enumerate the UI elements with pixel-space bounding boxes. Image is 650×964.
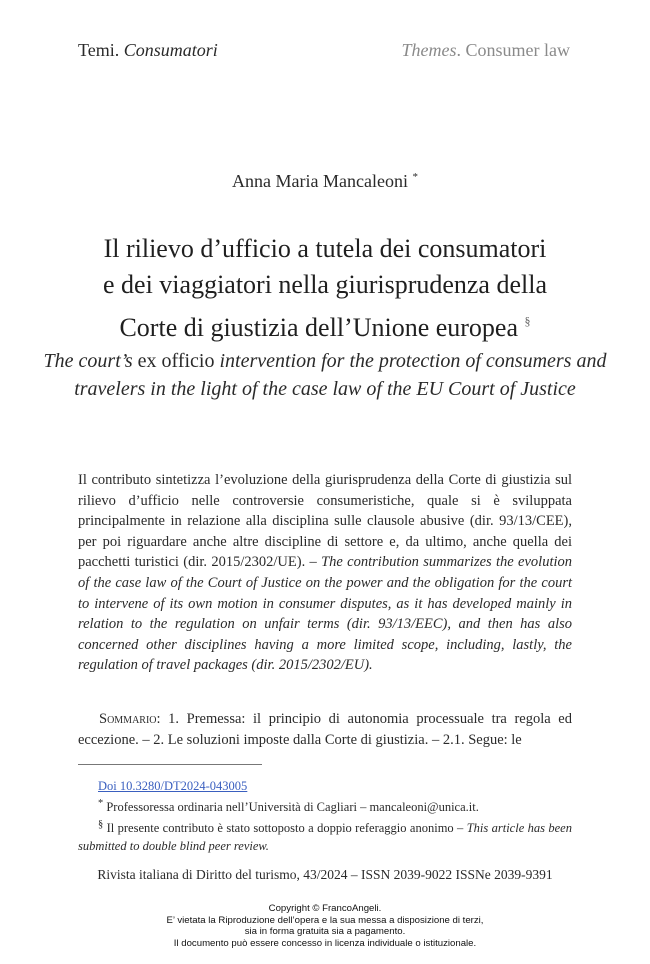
copyright-notice <box>0 903 650 950</box>
summary-text: : 1. Premessa: il principio di autonomia processuale tra regola ed eccezione. – 2. Le soluzioni imposte dalla Corte di giustizia. – 2.1. Segue: le <box>78 711 572 748</box>
author-footnote-mark: * <box>412 171 418 183</box>
article-title <box>40 231 610 346</box>
running-header-right <box>402 40 570 61</box>
journal-citation: Rivista italiana di Diritto del turismo, 43/2024 – ISSN 2039-9022 ISSNe 2039-9391 <box>97 867 553 882</box>
copyright-line-2: E’ vietata la Riproduzione dell’opera e la sua messa a disposizione di terzi, <box>166 914 484 926</box>
table-of-contents <box>78 709 572 751</box>
footnotes <box>78 777 572 855</box>
header-section-topic-en: . Consumer law <box>456 40 570 60</box>
footnote-author-text: Professoressa ordinaria nell’Università di Cagliari – mancaleoni@unica.it. <box>103 800 479 815</box>
copyright-line-4: Il documento può essere concesso in licenza individuale o istituzionale. <box>173 938 477 950</box>
footnote-author-mark: * <box>98 798 104 809</box>
doi-line <box>78 777 572 795</box>
footnote-review-text-en: This article has been submitted to double blind peer review. <box>78 821 572 854</box>
header-section-label: Temi. <box>78 40 124 60</box>
header-section-topic: Consumatori <box>123 40 218 60</box>
article-subtitle-en <box>40 347 610 403</box>
title-line-1: Il rilievo d’ufficio a tutela dei consumatori <box>103 234 547 263</box>
subtitle-part-2: ex officio <box>137 350 215 372</box>
abstract-english: The contribution summarizes the evolution of the case law of the Court of Justice on the power and the obligation for the court to intervene of its own motion in consumer disputes, as it has developed mainly in relation to the regulation on unfair terms (dir. 93/13/EEC), and then has also concerned other disciplines having a more limited scope, including, lastly, the regulation of travel packages (dir. 2015/2302/EU). <box>78 554 573 674</box>
footnote-review <box>78 816 572 855</box>
author-name: Anna Maria Mancaleoni <box>232 171 408 191</box>
footnote-review-text: Il presente contributo è stato sottoposto a doppio referaggio anonimo – <box>103 821 467 836</box>
title-footnote-mark: § <box>524 314 531 328</box>
summary-label: Sommario <box>99 711 157 727</box>
title-line-3-text: Corte di giustizia dell’Unione europea <box>119 313 519 342</box>
footnote-separator <box>78 764 262 765</box>
running-header-left <box>78 40 218 61</box>
copyright-line-1: Copyright © FrancoAngeli. <box>268 903 382 914</box>
subtitle-part-3: intervention for the protection of consumers and travelers in the light of the case law of the EU Court of Justice <box>74 350 607 400</box>
subtitle-part-1: The court’s <box>43 350 138 372</box>
abstract-italian: Il contributo sintetizza l’evoluzione della giurisprudenza della Corte di giustizia sul rilievo d’ufficio nelle controversie consumeristiche, quale si è sviluppata principalmente in relazione alla disciplina sulle clausole abusive (dir. 93/13/CEE), per poi riguardare anche altre discipline di settore e, da ultimo, anche quella dei pacchetti turistici (dir. 2015/2302/UE). – <box>78 472 572 571</box>
doi-link[interactable]: Doi 10.3280/DT2024-043005 <box>98 779 248 793</box>
footnote-review-mark: § <box>98 819 104 831</box>
author-line <box>0 171 650 192</box>
abstract <box>78 470 572 676</box>
header-section-label-en: Themes <box>401 40 457 60</box>
footnote-author <box>78 795 572 816</box>
title-line-2: e dei viaggiatori nella giurisprudenza della <box>103 270 547 299</box>
copyright-line-3: sia in forma gratuita sia a pagamento. <box>244 926 406 938</box>
title-line-3 <box>40 303 610 346</box>
